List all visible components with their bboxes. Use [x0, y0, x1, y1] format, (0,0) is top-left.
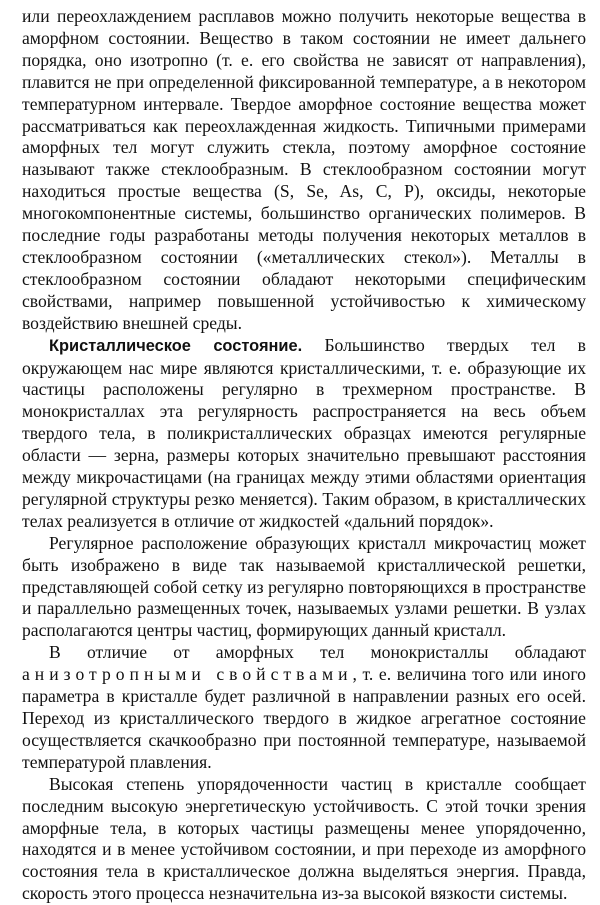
- paragraph-amorphous-state: [22, 6, 586, 335]
- paragraph-text: Регулярное расположение образующих кристалл микрочастиц может быть изображено в виде так называемой кристаллической решетки, представляющей собой сетку из регулярно повторяющихся в пространстве и параллельно размещенных точек, называемых узлами решетки. В узлах располагаются центры частиц, формирующих данный кристалл.: [22, 532, 586, 641]
- paragraph-crystalline-state: [22, 335, 586, 533]
- paragraph-text: Высокая степень упорядоченности частиц в кристалле сообщает последним высокую энергетическую устойчивость. С этой точки зрения аморфные тела, в которых частицы размещены менее упорядоченно, находятся и в менее устойчивом состоянии, и при переходе из аморфного состояния тела в кристаллическое должна выделяться энергия. Правда, скорость этого процесса незначительна из-за высокой вязкости системы.: [22, 773, 586, 904]
- section-heading: Кристаллическое состояние.: [49, 336, 303, 355]
- paragraph-crystal-lattice: [22, 533, 586, 643]
- paragraph-text: или переохлаждением расплавов можно получить некоторые вещества в аморфном состоянии. Вещество в таком состоянии не имеет дальнего порядка, оно изотропно (т. е. его свойства не зависят от направления), плавится не при определенной фиксированной температуре, а в некотором температурном интервале. Твердое аморфное состояние вещества может рассматриваться как переохлажденная жидкость. Типичными примерами аморфных тел могут служить стекла, поэтому аморфное состояние называют также стеклообразным. В стеклообразном состоянии могут находиться простые вещества (S, Se, As, C, P), оксиды, некоторые многокомпонентные системы, большинство органических полимеров. В последние годы разработаны методы получения некоторых металлов в стеклообразном состоянии («металлических стекол»). Металлы в стеклообразном состоянии обладают некоторыми специфическим свойствами, например повышенной устойчивостью к химическому воздействию внешней среды.: [22, 6, 586, 333]
- paragraph-anisotropy: [22, 642, 586, 773]
- paragraph-text: Большинство твердых тел в окружающем нас мире являются кристаллическими, т. е. образующие их частицы расположены регулярно в трехмерном пространстве. В монокристаллах эта регулярность распространяется на весь объем твердого тела, в поликристаллических образцах имеются регулярные области — зерна, размеры которых значительно превышают расстояния между микрочастицами (на границах между этими областями ориентация регулярной структуры резко меняется). Таким образом, в кристаллических телах реализуется в отличие от жидкостей «дальний порядок».: [22, 334, 586, 531]
- paragraph-text-before: В отличие от аморфных тел монокристаллы обладают: [49, 642, 586, 663]
- emphasized-term: анизотропными свойствами: [22, 664, 353, 685]
- paragraph-text-after: , т. е. величина того или иного параметра в кристалле будет различной в направлении разных его осей. Переход из кристаллического твердого в жидкое агрегатное состояние осуществляется скачкообразно при постоянной температуре, называемой температурой плавления.: [22, 664, 586, 772]
- paragraph-energy-stability: [22, 774, 586, 905]
